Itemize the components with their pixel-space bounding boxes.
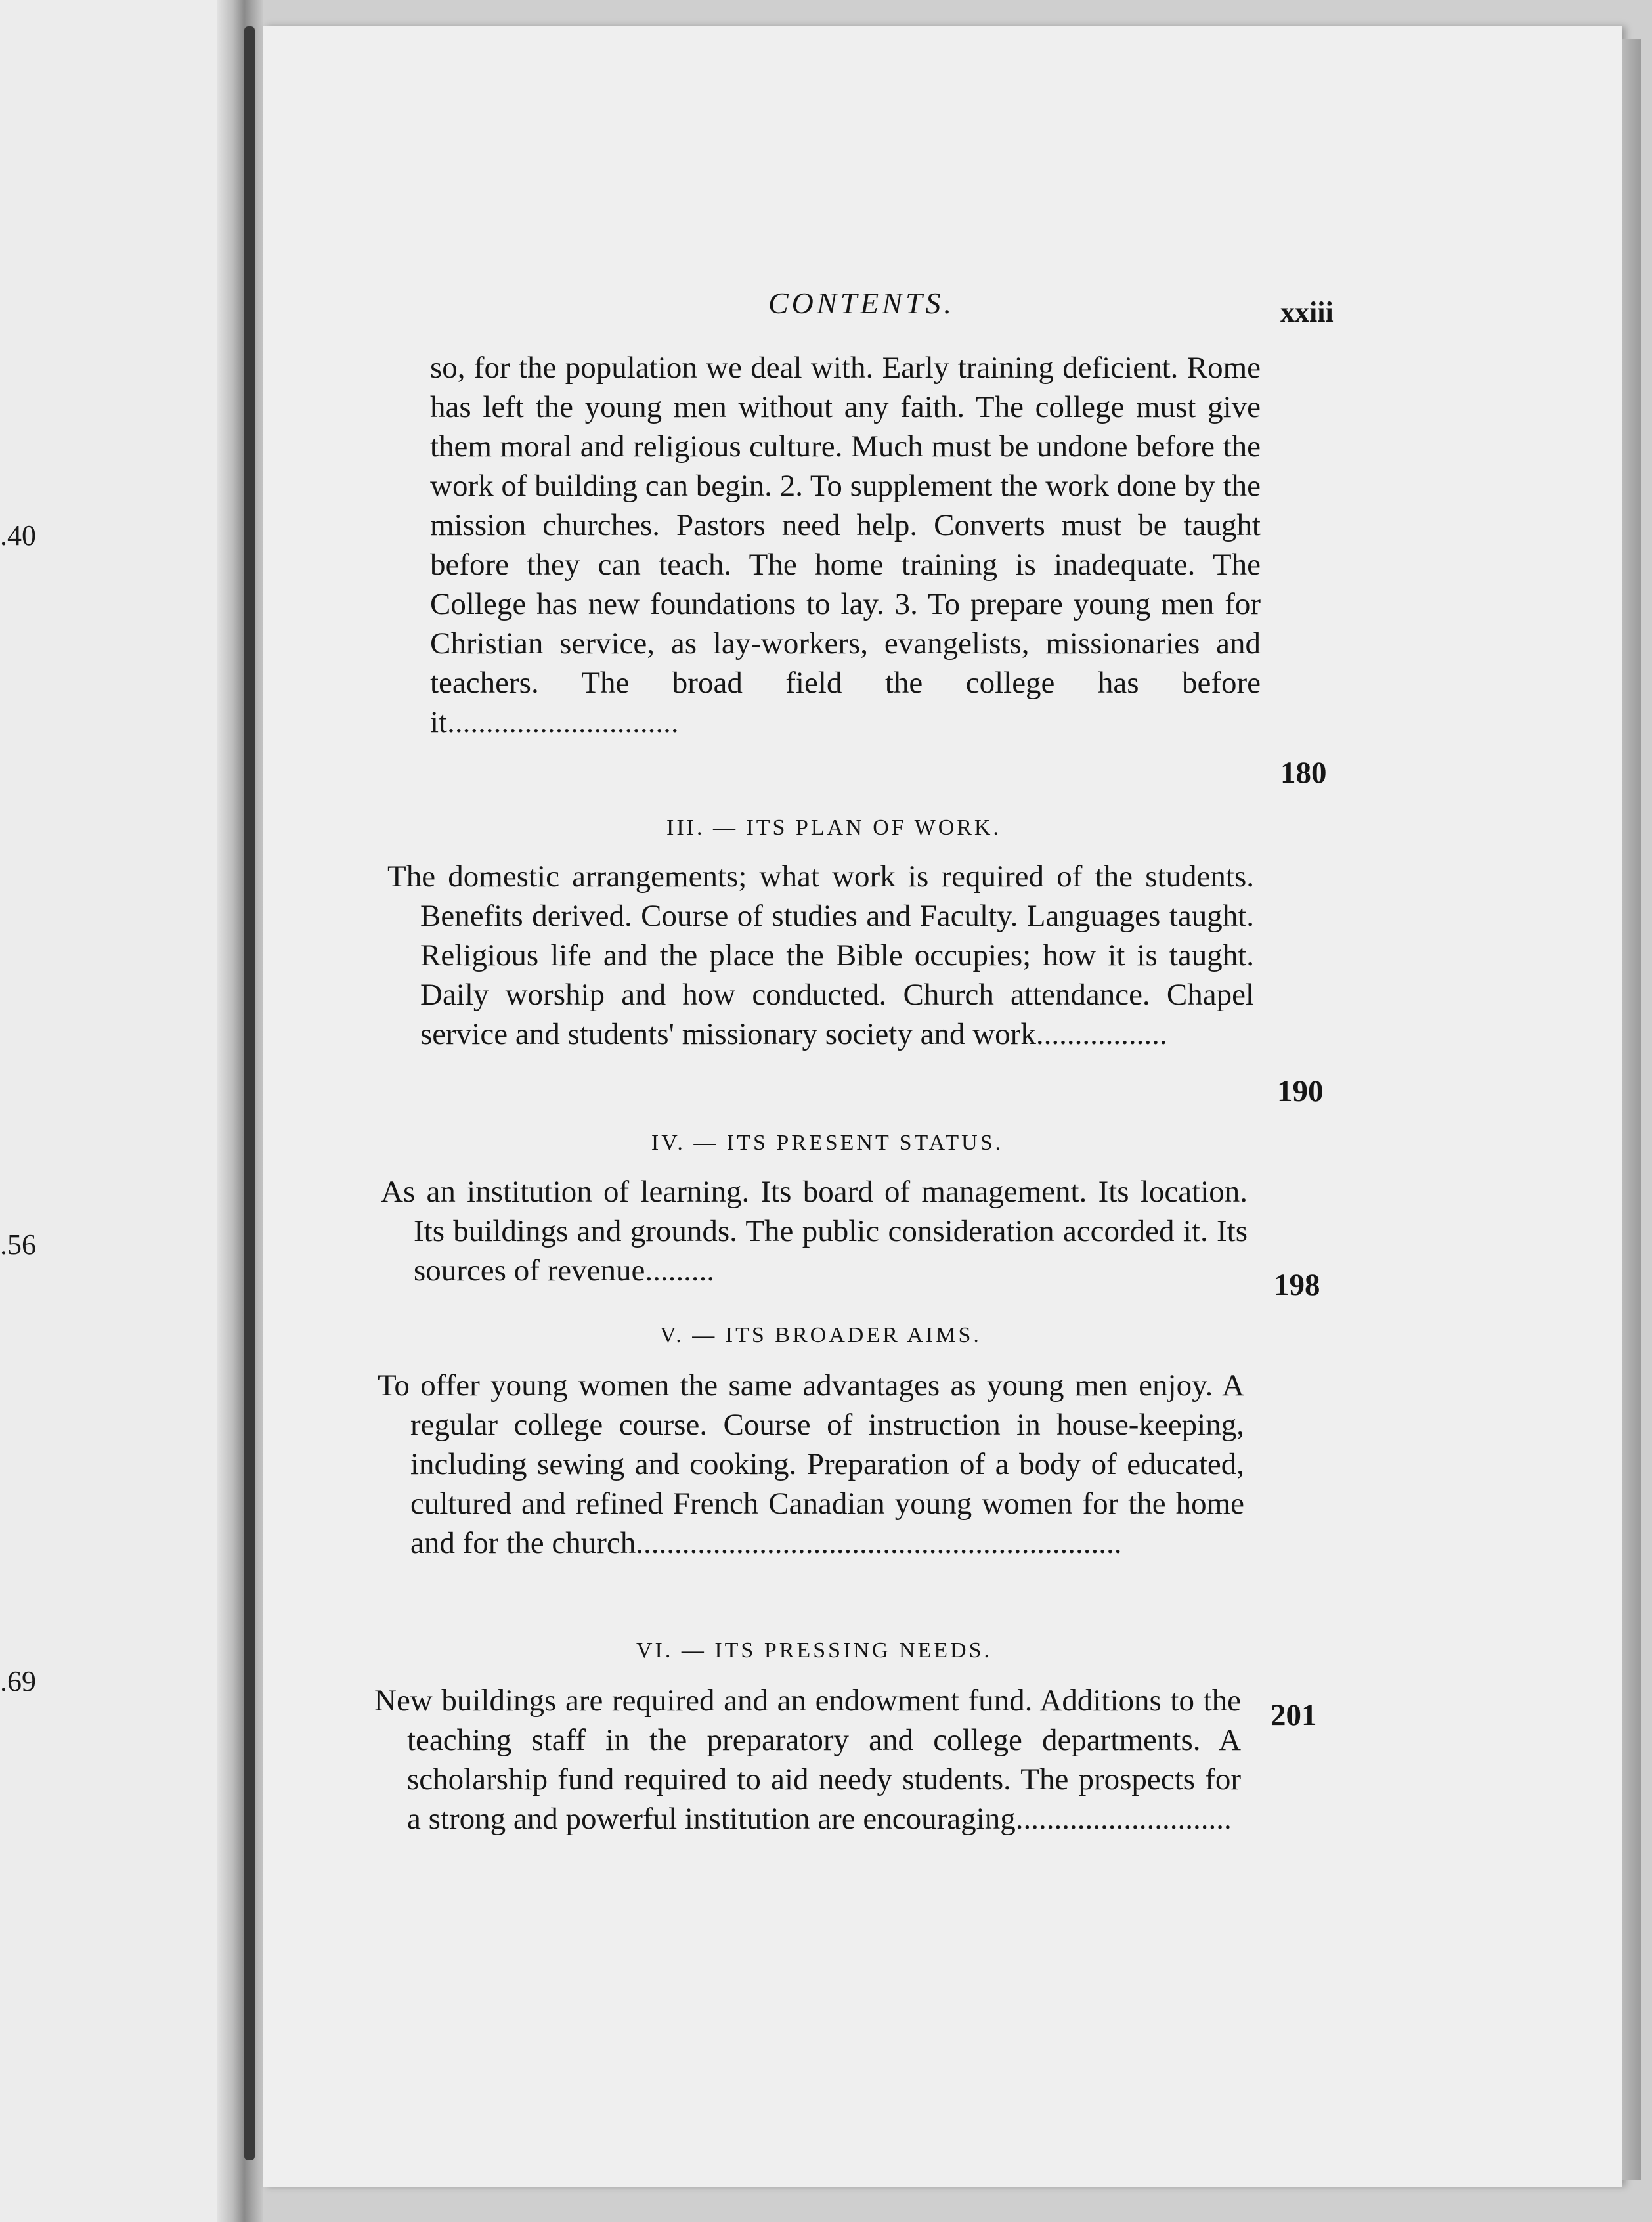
- section-heading: V. — ITS BROADER AIMS.: [660, 1323, 982, 1347]
- binding-gutter: [217, 0, 263, 2222]
- toc-entry-text: To offer young women the same advantages as young men enjoy. A regular college course. Course of instruction in house-keeping, including sewing and cooking. Preparation of a body of educated, cultured and refined French Canadian young women for the home and for the church...............................................................: [378, 1368, 1244, 1560]
- binding-spine: [244, 26, 255, 2160]
- page-edge: [1622, 39, 1641, 2180]
- left-page-number: .56: [0, 1229, 36, 1261]
- left-page-number: .40: [0, 519, 36, 552]
- section-heading: IV. — ITS PRESENT STATUS.: [651, 1131, 1004, 1155]
- toc-entry-text: The domestic arrangements; what work is required of the students. Benefits derived. Course of studies and Faculty. Languages taught. Religious life and the place the Bible occupies; how it is taught. Daily worship and how conducted. Church attendance. Chapel service and students' missionary society and work.................: [387, 860, 1254, 1051]
- toc-entry-text: so, for the population we deal with. Early training deficient. Rome has left the young men without any faith. The college must give them moral and religious culture. Much must be undone before the work of building can begin. 2. To supplement the work done by the mission churches. Pastors need help. Converts must be taught before they can teach. The home training is inadequate. The College has new foundations to lay. 3. To prepare young men for Christian service, as lay-workers, evangelists, missionaries and teachers. The broad field the college has before it..............................: [430, 351, 1261, 739]
- toc-entry-pressing-needs: [374, 1681, 1241, 1839]
- toc-entry-broader-aims: [378, 1366, 1244, 1563]
- toc-page-ref: 198: [1274, 1268, 1320, 1302]
- toc-page-ref: 180: [1280, 756, 1327, 790]
- left-page-number: .69: [0, 1665, 36, 1697]
- section-heading: III. — ITS PLAN OF WORK.: [666, 816, 1001, 840]
- toc-entry-plan-of-work: [387, 857, 1254, 1054]
- toc-entry-text: As an institution of learning. Its board of management. Its location. Its buildings and grounds. The public consideration accorded it. Its sources of revenue.........: [381, 1175, 1248, 1288]
- facing-page-left: [0, 0, 236, 2222]
- toc-page-ref: 201: [1271, 1698, 1317, 1732]
- section-heading: VI. — ITS PRESSING NEEDS.: [636, 1638, 993, 1663]
- toc-entry-text: New buildings are required and an endowment fund. Additions to the teaching staff in the preparatory and college departments. A scholarship fund required to aid needy students. The prospects for a strong and powerful institution are encouraging............................: [374, 1684, 1241, 1836]
- toc-entry-present-status: [381, 1172, 1248, 1290]
- toc-page-ref: 190: [1277, 1074, 1324, 1108]
- toc-entry-continuation: [430, 348, 1261, 742]
- running-head: CONTENTS.: [768, 286, 955, 320]
- page-folio: xxiii: [1280, 296, 1334, 328]
